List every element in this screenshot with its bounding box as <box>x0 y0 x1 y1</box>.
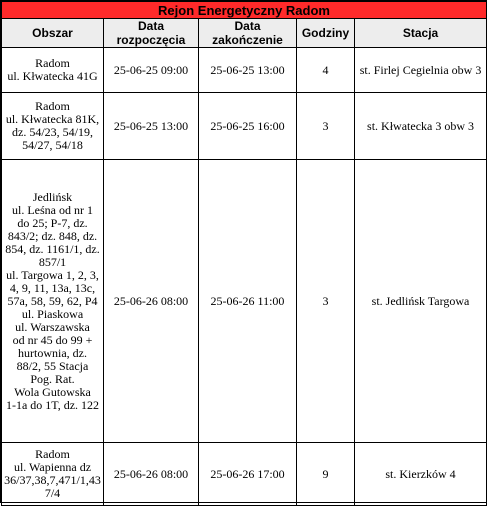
end-date-cell: 25-06-25 13:00 <box>199 48 297 93</box>
column-header-area: Obszar <box>2 19 104 48</box>
hours-cell: 4 <box>297 48 355 93</box>
table-row <box>2 160 487 443</box>
table-row <box>2 93 487 160</box>
outage-table <box>1 1 487 506</box>
area-cell: Jedlińsk ul. Leśna od nr 1 do 25; P-7, dz. 843/2; dz. 848, dz. 854, dz. 1161/1, dz. 857/1 ul. Targowa 1, 2, 3, 4, 9, 11, 13a, 13c, 57a, 58, 59, 62, P4 ul. Piaskowa ul. Warszawska od nr 45 do 99 + hurtownia, dz. 88/2, 55 Stacja Pog. Rat. Wola Gutowska 1-1a do 1T, dz. 122 <box>2 160 104 443</box>
station-cell: st. Kłwatecka 3 obw 3 <box>355 93 487 160</box>
hours-cell: 3 <box>297 160 355 443</box>
start-date-cell: 25-06-25 13:00 <box>104 93 199 160</box>
table-row <box>2 48 487 93</box>
table-row <box>2 443 487 506</box>
area-cell: Radom ul. Kłwatecka 81K, dz. 54/23, 54/19, 54/27, 54/18 <box>2 93 104 160</box>
area-cell: Radom ul. Wapienna dz 36/37,38,7,471/1,43 7/4 <box>2 443 104 506</box>
station-cell: st. Kierzków 4 <box>355 443 487 506</box>
hours-cell: 9 <box>297 443 355 506</box>
region-title: Rejon Energetyczny Radom <box>2 2 487 19</box>
station-cell: st. Jedlińsk Targowa <box>355 160 487 443</box>
column-header-end-date: Data zakończenie <box>199 19 297 48</box>
end-date-cell: 25-06-26 11:00 <box>199 160 297 443</box>
hours-cell: 3 <box>297 93 355 160</box>
title-row <box>2 2 487 19</box>
start-date-cell: 25-06-26 08:00 <box>104 160 199 443</box>
area-cell: Radom ul. Kłwatecka 41G <box>2 48 104 93</box>
column-header-hours: Godziny <box>297 19 355 48</box>
column-header-start-date: Data rozpoczęcia <box>104 19 199 48</box>
column-header-station: Stacja <box>355 19 487 48</box>
column-header-row <box>2 19 487 48</box>
start-date-cell: 25-06-26 08:00 <box>104 443 199 506</box>
end-date-cell: 25-06-25 16:00 <box>199 93 297 160</box>
station-cell: st. Firlej Cegielnia obw 3 <box>355 48 487 93</box>
start-date-cell: 25-06-25 09:00 <box>104 48 199 93</box>
end-date-cell: 25-06-26 17:00 <box>199 443 297 506</box>
